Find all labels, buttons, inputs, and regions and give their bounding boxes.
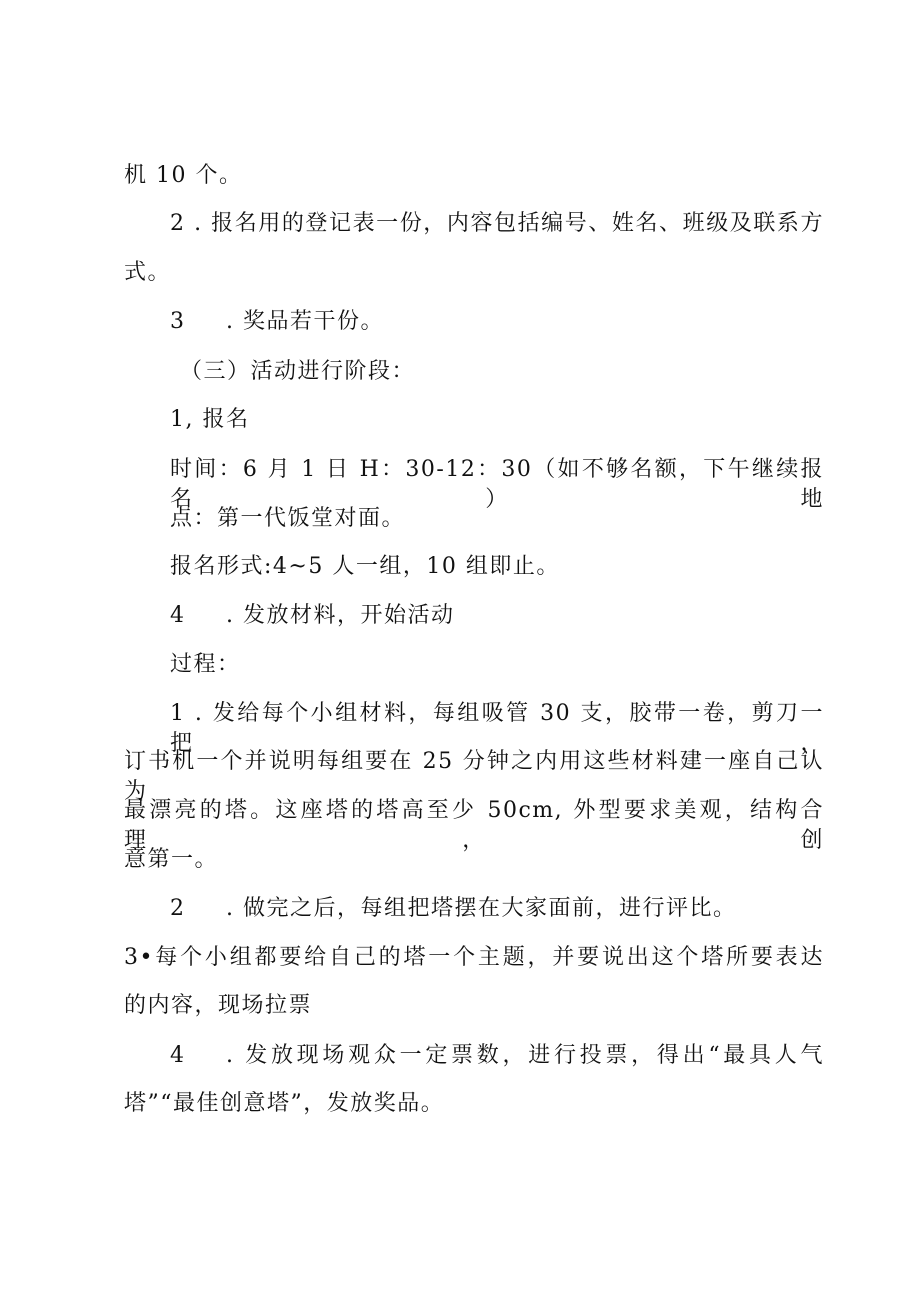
text-line: 时间：6 月 1 日 H：30-12：30（如不够名额，下午继续报名）地: [170, 457, 824, 512]
text-line: 意第一。: [124, 847, 219, 872]
text-line: 机 10 个。: [124, 163, 243, 188]
item-number: 4: [170, 1043, 186, 1068]
item-text: . 奖品若干份。: [226, 309, 384, 334]
item-text: . 发放材料，开始活动: [226, 603, 455, 628]
item-number: 3: [170, 309, 186, 334]
item-text: . 发放现场观众一定票数，进行投票，得出“最具人气: [226, 1043, 824, 1068]
text-line: 塔”“最佳创意塔”，发放奖品。: [124, 1091, 445, 1116]
numbered-item: [170, 1041, 824, 1071]
text-line: 的内容，现场拉票: [124, 993, 313, 1018]
text-line: 1, 报名: [170, 407, 250, 432]
text-line: 1 . 发给每个小组材料，每组吸管 30 支，胶带一卷，剪刀一把，: [170, 701, 824, 756]
numbered-item: [170, 601, 824, 631]
section-heading: （三）活动进行阶段：: [180, 359, 416, 384]
item-text: . 做完之后，每组把塔摆在大家面前，进行评比。: [226, 896, 737, 921]
text-line: 3•每个小组都要给自己的塔一个主题，并要说出这个塔所要表达: [124, 945, 824, 970]
numbered-item: [170, 307, 824, 337]
text-line: 订书机一个并说明每组要在 25 分钟之内用这些材料建一座自己认为: [124, 749, 824, 804]
text-line: 过程：: [170, 652, 241, 677]
item-number: 4: [170, 603, 186, 628]
numbered-item: [170, 894, 824, 924]
text-line: 2 . 报名用的登记表一份，内容包括编号、姓名、班级及联系方: [170, 211, 824, 236]
text-line: 式。: [124, 260, 172, 285]
text-line: 点：第一代饭堂对面。: [170, 506, 406, 531]
text-line: 最漂亮的塔。这座塔的塔高至少 50cm, 外型要求美观，结构合理，创: [124, 798, 824, 853]
text-line: 报名形式:4~5 人一组，10 组即止。: [170, 554, 560, 579]
item-number: 2: [170, 896, 186, 921]
